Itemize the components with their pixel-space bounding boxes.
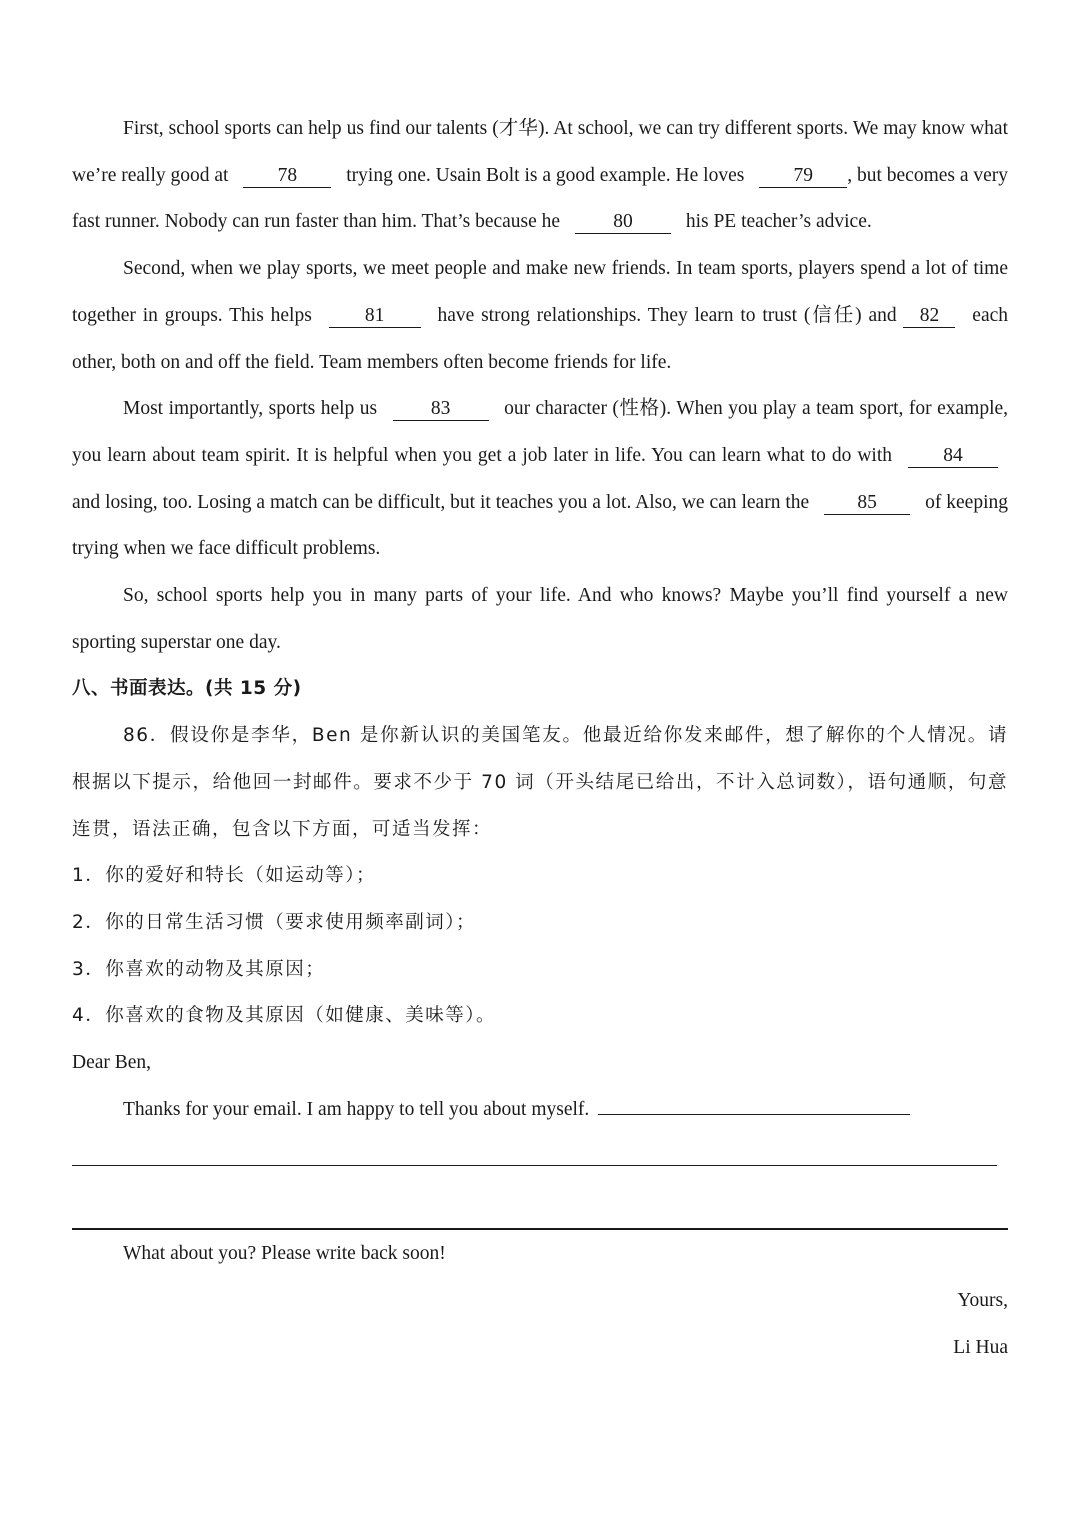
prompt-point-2: 2．你的日常生活习惯（要求使用频率副词）； — [72, 911, 477, 933]
answer-line-2[interactable] — [72, 1133, 997, 1166]
passage-paragraph-1 — [72, 106, 1008, 246]
para3-text-4: of keeping trying when we face difficult problems. — [72, 491, 1008, 560]
prompt-point-3: 3．你喜欢的动物及其原因； — [72, 958, 326, 980]
prompt-point-4: 4．你喜欢的食物及其原因（如健康、美味等）。 — [72, 1005, 497, 1027]
para3-text-3: and losing, too. Losing a match can be difficult, but it teaches you a lot. Also, we can learn the — [72, 491, 810, 513]
letter-closing-line: What about you? Please write back soon! — [123, 1243, 446, 1265]
prompt-point-1: 1．你的爱好和特长（如运动等）； — [72, 865, 377, 887]
blank-82[interactable]: 82 — [903, 305, 955, 328]
para3-text-1: Most importantly, sports help us — [123, 398, 378, 420]
para1-text-4: his PE teacher’s advice. — [685, 211, 872, 233]
para1-text-3: , but becomes a very fast runner. Nobody can run faster than him. That’s because he — [72, 164, 1009, 233]
blank-84[interactable]: 84 — [908, 445, 998, 468]
blank-79[interactable]: 79 — [759, 165, 847, 188]
para1-text-1: First, school sports can help us find our talents (才华). At school, we can try different sports. We may know what we’re really good at — [72, 118, 1008, 186]
letter-opening-text: Thanks for your email. I am happy to tell you about myself. — [123, 1098, 590, 1120]
para2-text-2: have strong relationships. They learn to trust (信任) and — [437, 304, 897, 326]
letter-signature: Li Hua — [953, 1336, 1008, 1358]
blank-85[interactable]: 85 — [824, 492, 910, 515]
blank-81[interactable]: 81 — [329, 305, 421, 328]
section-heading: 八、书面表达。(共 15 分) — [72, 678, 302, 700]
passage-paragraph-3 — [72, 386, 1008, 573]
letter-signoff: Yours, — [957, 1290, 1008, 1312]
answer-line-3[interactable] — [72, 1166, 1008, 1230]
letter-opening-line — [72, 1087, 1008, 1134]
para2-text-1: Second, when we play sports, we meet people and make new friends. In team sports, players spend a lot of time together in groups. This helps — [72, 258, 1008, 326]
letter-greeting: Dear Ben, — [72, 1052, 152, 1074]
passage-paragraph-2 — [72, 246, 1008, 386]
blank-78[interactable]: 78 — [243, 165, 331, 188]
para3-text-2: our character (性格). When you play a team sport, for example, you learn about team spirit. It is helpful when you get a job later in life. You can learn what to do with — [72, 398, 1009, 466]
blank-80[interactable]: 80 — [575, 211, 671, 234]
para1-text-2: trying one. Usain Bolt is a good example. He loves — [346, 164, 745, 186]
passage-paragraph-4: So, school sports help you in many parts of your life. And who knows? Maybe you’ll find yourself a new sporting superstar one day. — [72, 585, 1008, 653]
blank-83[interactable]: 83 — [393, 398, 489, 421]
answer-line-1[interactable] — [598, 1114, 910, 1115]
para2-text-3: each other, both on and off the field. Team members often become friends for life. — [72, 304, 1009, 373]
writing-prompt: 86．假设你是李华，Ben 是你新认识的美国笔友。他最近给你发来邮件，想了解你的个人情况。请根据以下提示，给他回一封邮件。要求不少于 70 词（开头结尾已给出，不计入总词数），语句通顺，句意连贯，语法正确，包含以下方面，可适当发挥： — [72, 725, 1008, 840]
worksheet-page — [72, 106, 1008, 1372]
